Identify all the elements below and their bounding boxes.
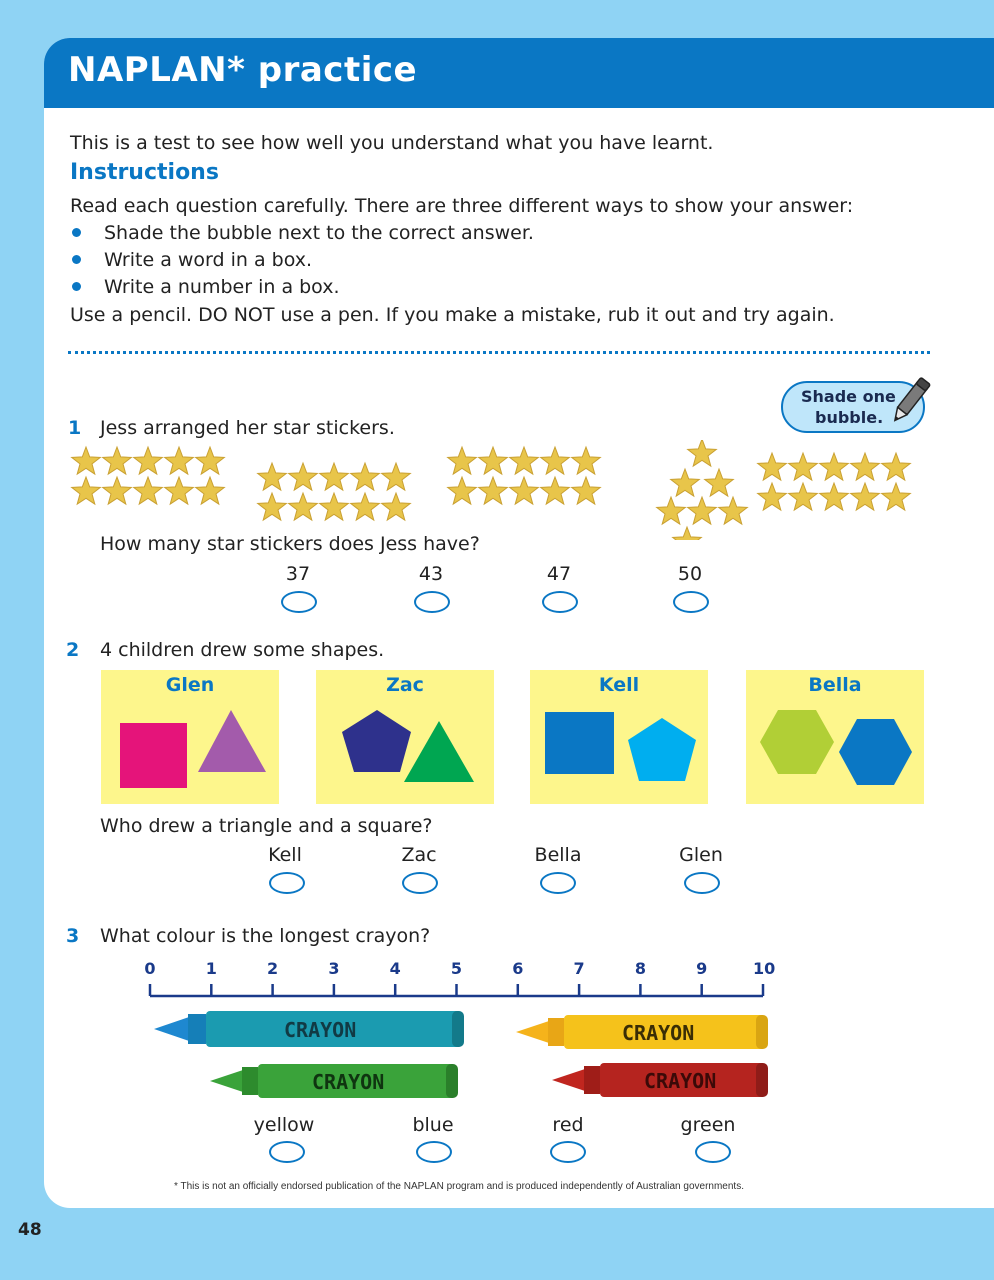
q3-option-label: yellow bbox=[253, 1114, 315, 1136]
shapes-square-pentagon bbox=[530, 670, 708, 804]
star-sticker bbox=[572, 477, 601, 504]
q1-number: 1 bbox=[68, 417, 82, 439]
star-sticker bbox=[789, 483, 818, 510]
star-sticker bbox=[289, 493, 318, 520]
q1-option-bubble[interactable] bbox=[414, 591, 450, 613]
card-name: Zac bbox=[386, 674, 424, 696]
page-number: 48 bbox=[18, 1220, 42, 1240]
star-sticker bbox=[320, 493, 349, 520]
star-sticker bbox=[103, 477, 132, 504]
star-sticker bbox=[851, 453, 880, 480]
star-sticker bbox=[165, 477, 194, 504]
card-name: Bella bbox=[808, 674, 862, 696]
star-sticker bbox=[320, 463, 349, 490]
star-sticker bbox=[351, 493, 380, 520]
ruler-tick-label: 9 bbox=[696, 959, 708, 978]
instructions-lead: Read each question carefully. There are three different ways to show your answer: bbox=[70, 195, 854, 217]
star-sticker bbox=[479, 477, 508, 504]
star-stickers bbox=[70, 440, 940, 540]
q2-option-bubble[interactable] bbox=[402, 872, 438, 894]
ruler-tick-label: 10 bbox=[753, 959, 776, 978]
q2-option-label: Kell bbox=[268, 844, 302, 866]
star-sticker bbox=[688, 440, 717, 466]
star-sticker bbox=[758, 483, 787, 510]
page-title: NAPLAN* practice bbox=[68, 50, 418, 90]
star-sticker bbox=[673, 527, 702, 540]
star-sticker bbox=[719, 497, 748, 524]
q1-prompt: Jess arranged her star stickers. bbox=[100, 417, 395, 439]
star-sticker bbox=[820, 453, 849, 480]
star-sticker bbox=[382, 463, 411, 490]
crayon-green bbox=[208, 1061, 463, 1101]
hexagon-shape bbox=[760, 710, 834, 774]
q1-option-bubble[interactable] bbox=[673, 591, 709, 613]
star-sticker bbox=[882, 483, 911, 510]
section-divider bbox=[68, 351, 930, 354]
ruler bbox=[44, 978, 994, 1002]
bullet-word: Write a word in a box. bbox=[104, 249, 313, 271]
q3-option-label: red bbox=[552, 1114, 584, 1136]
shapes-pentagon-triangle bbox=[316, 670, 494, 804]
star-sticker bbox=[572, 447, 601, 474]
pencil-icon bbox=[889, 368, 939, 424]
star-sticker bbox=[382, 493, 411, 520]
q1-option-label: 37 bbox=[285, 563, 311, 585]
crayon-blue bbox=[152, 1008, 472, 1050]
star-sticker bbox=[258, 493, 287, 520]
ruler-tick-label: 1 bbox=[205, 959, 217, 978]
crayon-label: CRAYON bbox=[284, 1018, 357, 1042]
bullet-icon bbox=[72, 255, 81, 264]
q2-question: Who drew a triangle and a square? bbox=[100, 815, 433, 837]
q3-prompt: What colour is the longest crayon? bbox=[100, 925, 431, 947]
q1-option-label: 50 bbox=[677, 563, 703, 585]
card-name: Kell bbox=[598, 674, 640, 696]
star-sticker bbox=[196, 447, 225, 474]
star-sticker bbox=[510, 477, 539, 504]
star-sticker bbox=[758, 453, 787, 480]
star-sticker bbox=[541, 447, 570, 474]
star-sticker bbox=[258, 463, 287, 490]
q1-option-bubble[interactable] bbox=[281, 591, 317, 613]
ruler-tick-label: 3 bbox=[328, 959, 340, 978]
pentagon-shape bbox=[342, 710, 411, 772]
instructions-heading: Instructions bbox=[70, 160, 219, 185]
star-sticker bbox=[820, 483, 849, 510]
footnote: * This is not an officially endorsed publication of the NAPLAN program and is produced independently of Australian governments. bbox=[174, 1181, 744, 1192]
star-sticker bbox=[657, 497, 686, 524]
crayon-label: CRAYON bbox=[644, 1069, 717, 1093]
q3-option-label: blue bbox=[412, 1114, 454, 1136]
ruler-tick-label: 8 bbox=[634, 959, 646, 978]
bullet-number: Write a number in a box. bbox=[104, 276, 340, 298]
star-sticker bbox=[103, 447, 132, 474]
q2-number: 2 bbox=[66, 639, 80, 661]
ruler-tick-label: 4 bbox=[389, 959, 401, 978]
crayon-yellow bbox=[514, 1012, 774, 1052]
star-sticker bbox=[289, 463, 318, 490]
hexagon-shape bbox=[839, 719, 912, 785]
star-sticker bbox=[789, 453, 818, 480]
q2-option-bubble[interactable] bbox=[269, 872, 305, 894]
square-shape bbox=[545, 712, 614, 774]
title-banner bbox=[44, 38, 994, 108]
triangle-shape bbox=[198, 710, 266, 772]
star-sticker bbox=[196, 477, 225, 504]
q1-question: How many star stickers does Jess have? bbox=[100, 533, 480, 555]
bullet-icon bbox=[72, 228, 81, 237]
star-sticker bbox=[851, 483, 880, 510]
star-sticker bbox=[882, 453, 911, 480]
q3-number: 3 bbox=[66, 925, 80, 947]
q2-option-label: Bella bbox=[534, 844, 582, 866]
instructions-closing: Use a pencil. DO NOT use a pen. If you make a mistake, rub it out and try again. bbox=[70, 304, 835, 326]
star-sticker bbox=[165, 447, 194, 474]
star-sticker bbox=[510, 447, 539, 474]
ruler-tick-label: 0 bbox=[144, 959, 156, 978]
q1-option-label: 47 bbox=[546, 563, 572, 585]
square-shape bbox=[120, 723, 187, 788]
q1-option-label: 43 bbox=[418, 563, 444, 585]
q2-option-label: Zac bbox=[401, 844, 437, 866]
star-sticker bbox=[671, 469, 700, 496]
ruler-tick-label: 5 bbox=[450, 959, 463, 978]
q3-option-bubble[interactable] bbox=[269, 1141, 305, 1163]
ruler-tick-label: 7 bbox=[573, 959, 585, 978]
shapes-hexagon-hexagon bbox=[746, 670, 924, 804]
q3-option-label: green bbox=[680, 1114, 736, 1136]
bullet-shade: Shade the bubble next to the correct answer. bbox=[104, 222, 534, 244]
q2-option-bubble[interactable] bbox=[540, 872, 576, 894]
star-sticker bbox=[541, 477, 570, 504]
triangle-shape bbox=[404, 721, 474, 782]
star-sticker bbox=[448, 477, 477, 504]
q3-option-bubble[interactable] bbox=[550, 1141, 586, 1163]
shape-card-glen bbox=[101, 670, 279, 804]
q2-option-bubble[interactable] bbox=[684, 872, 720, 894]
ruler-tick-label: 2 bbox=[267, 959, 279, 978]
card-name: Glen bbox=[165, 674, 215, 696]
q3-option-bubble[interactable] bbox=[416, 1141, 452, 1163]
crayon-label: CRAYON bbox=[312, 1070, 385, 1094]
crayon-red bbox=[550, 1060, 772, 1100]
crayon-label: CRAYON bbox=[622, 1021, 695, 1045]
q2-option-label: Glen bbox=[679, 844, 723, 866]
star-sticker bbox=[705, 469, 734, 496]
shade-tag-line1: Shade one bbox=[801, 387, 896, 406]
intro-line: This is a test to see how well you understand what you have learnt. bbox=[70, 132, 714, 154]
shapes-square-triangle bbox=[101, 670, 279, 804]
q2-prompt: 4 children drew some shapes. bbox=[100, 639, 385, 661]
star-sticker bbox=[479, 447, 508, 474]
shape-card-kell bbox=[530, 670, 708, 804]
star-sticker bbox=[72, 477, 101, 504]
shape-card-zac bbox=[316, 670, 494, 804]
shape-card-bella bbox=[746, 670, 924, 804]
star-sticker bbox=[134, 477, 163, 504]
star-sticker bbox=[351, 463, 380, 490]
shade-tag-line2: bubble. bbox=[815, 408, 884, 427]
star-sticker bbox=[134, 447, 163, 474]
q1-option-bubble[interactable] bbox=[542, 591, 578, 613]
pentagon-shape bbox=[628, 718, 696, 781]
q3-option-bubble[interactable] bbox=[695, 1141, 731, 1163]
bullet-icon bbox=[72, 282, 81, 291]
worksheet-page bbox=[44, 38, 994, 1208]
star-sticker bbox=[448, 447, 477, 474]
star-sticker bbox=[72, 447, 101, 474]
star-sticker bbox=[688, 497, 717, 524]
ruler-tick-label: 6 bbox=[512, 959, 524, 978]
